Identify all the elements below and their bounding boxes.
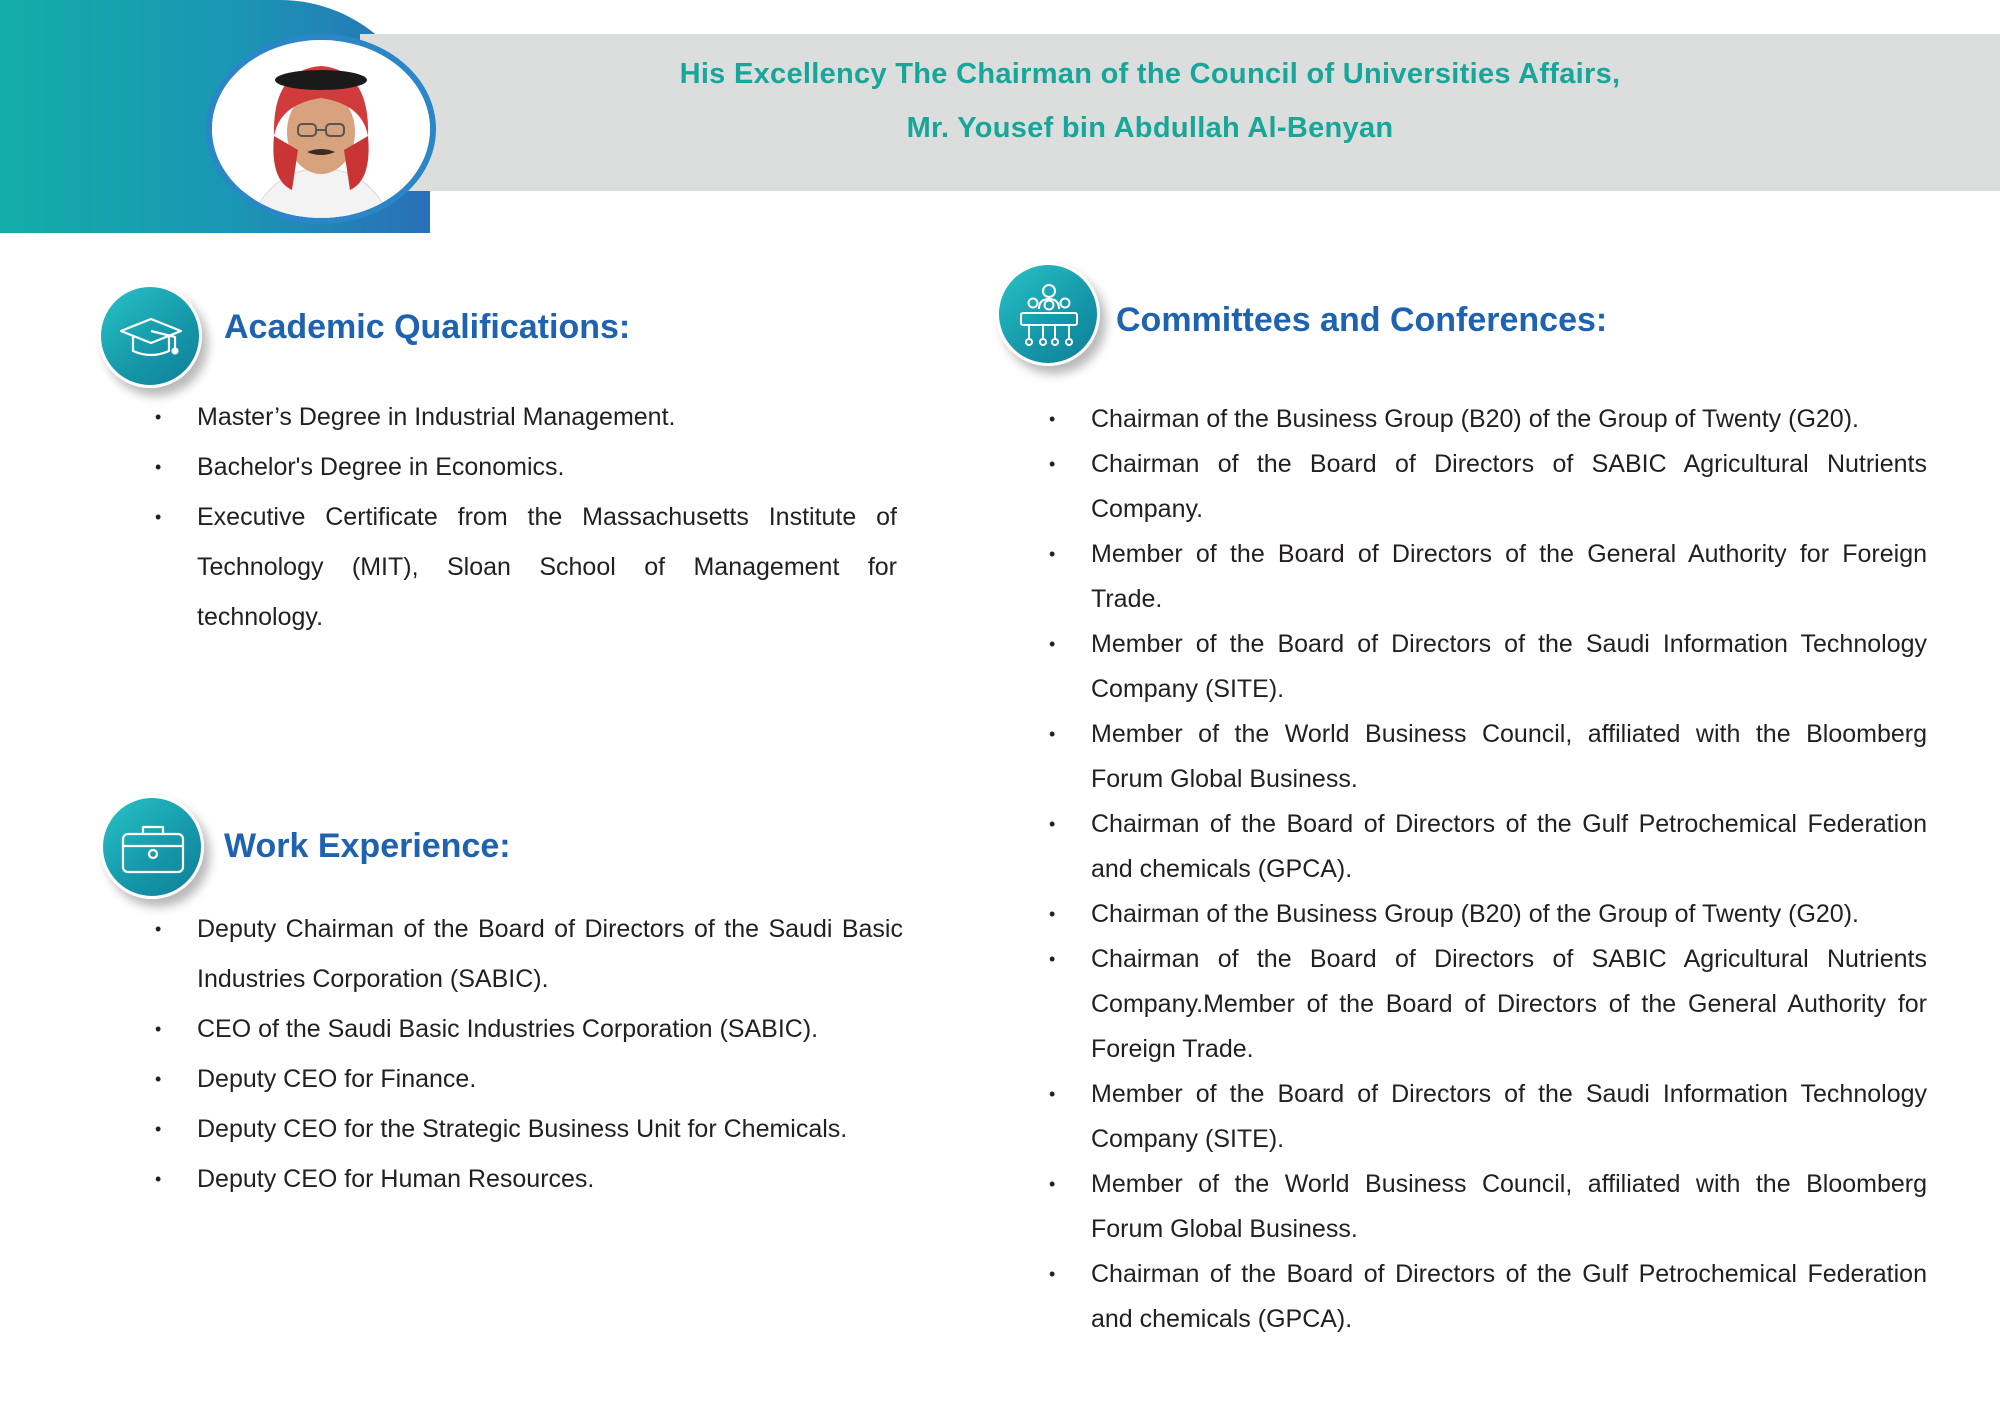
academic-heading: Academic Qualifications: xyxy=(224,308,631,346)
list-item: • Chairman of the Board of Directors of SABIC Agricultural Nutrients Company. xyxy=(1091,442,1927,532)
header-title-line-2: Mr. Yousef bin Abdullah Al-Benyan xyxy=(906,112,1394,144)
list-item: • Deputy Chairman of the Board of Directors of the Saudi Basic Industries Corporation (SABIC). xyxy=(197,904,903,1004)
work-list xyxy=(197,904,903,1204)
list-item: • Chairman of the Board of Directors of the Gulf Petrochemical Federation and chemicals (GPCA). xyxy=(1091,802,1927,892)
list-item: • Deputy CEO for the Strategic Business Unit for Chemicals. xyxy=(197,1104,903,1154)
committees-heading: Committees and Conferences: xyxy=(1116,301,1608,339)
graduation-cap-icon xyxy=(101,287,201,387)
list-item: • Chairman of the Business Group (B20) of the Group of Twenty (G20). xyxy=(1091,892,1927,937)
header-title-line-1: His Excellency The Chairman of the Council of Universities Affairs, xyxy=(679,58,1621,90)
list-item: • Chairman of the Board of Directors of the Gulf Petrochemical Federation and chemicals (GPCA). xyxy=(1091,1252,1927,1342)
list-item: • Member of the World Business Council, affiliated with the Bloomberg Forum Global Business. xyxy=(1091,712,1927,802)
work-heading: Work Experience: xyxy=(224,827,511,865)
briefcase-icon xyxy=(103,798,203,898)
list-item: • Member of the Board of Directors of the General Authority for Foreign Trade. xyxy=(1091,532,1927,622)
list-item: • Member of the World Business Council, affiliated with the Bloomberg Forum Global Business. xyxy=(1091,1162,1927,1252)
person-portrait-icon xyxy=(212,40,430,218)
list-item: • Deputy CEO for Human Resources. xyxy=(197,1154,903,1204)
list-item: • Member of the Board of Directors of the Saudi Information Technology Company (SITE). xyxy=(1091,622,1927,712)
list-item: • Bachelor's Degree in Economics. xyxy=(197,442,897,492)
list-item: • Chairman of the Business Group (B20) of the Group of Twenty (G20). xyxy=(1091,397,1927,442)
list-item: • CEO of the Saudi Basic Industries Corporation (SABIC). xyxy=(197,1004,903,1054)
work-section-icon xyxy=(100,795,204,899)
committees-section-icon xyxy=(996,262,1100,366)
list-item: • Deputy CEO for Finance. xyxy=(197,1054,903,1104)
academic-section-icon xyxy=(98,284,202,388)
portrait-photo xyxy=(206,34,436,224)
academic-list xyxy=(197,392,897,642)
list-item: • Chairman of the Board of Directors of SABIC Agricultural Nutrients Company.Member of the Board of Directors of the General Authority for Foreign Trade. xyxy=(1091,937,1927,1072)
meeting-icon xyxy=(999,265,1099,365)
committees-list xyxy=(1091,397,1927,1342)
list-item: • Member of the Board of Directors of the Saudi Information Technology Company (SITE). xyxy=(1091,1072,1927,1162)
list-item: • Master’s Degree in Industrial Management. xyxy=(197,392,897,442)
list-item: • Executive Certificate from the Massachusetts Institute of Technology (MIT), Sloan School of Management for technology. xyxy=(197,492,897,642)
